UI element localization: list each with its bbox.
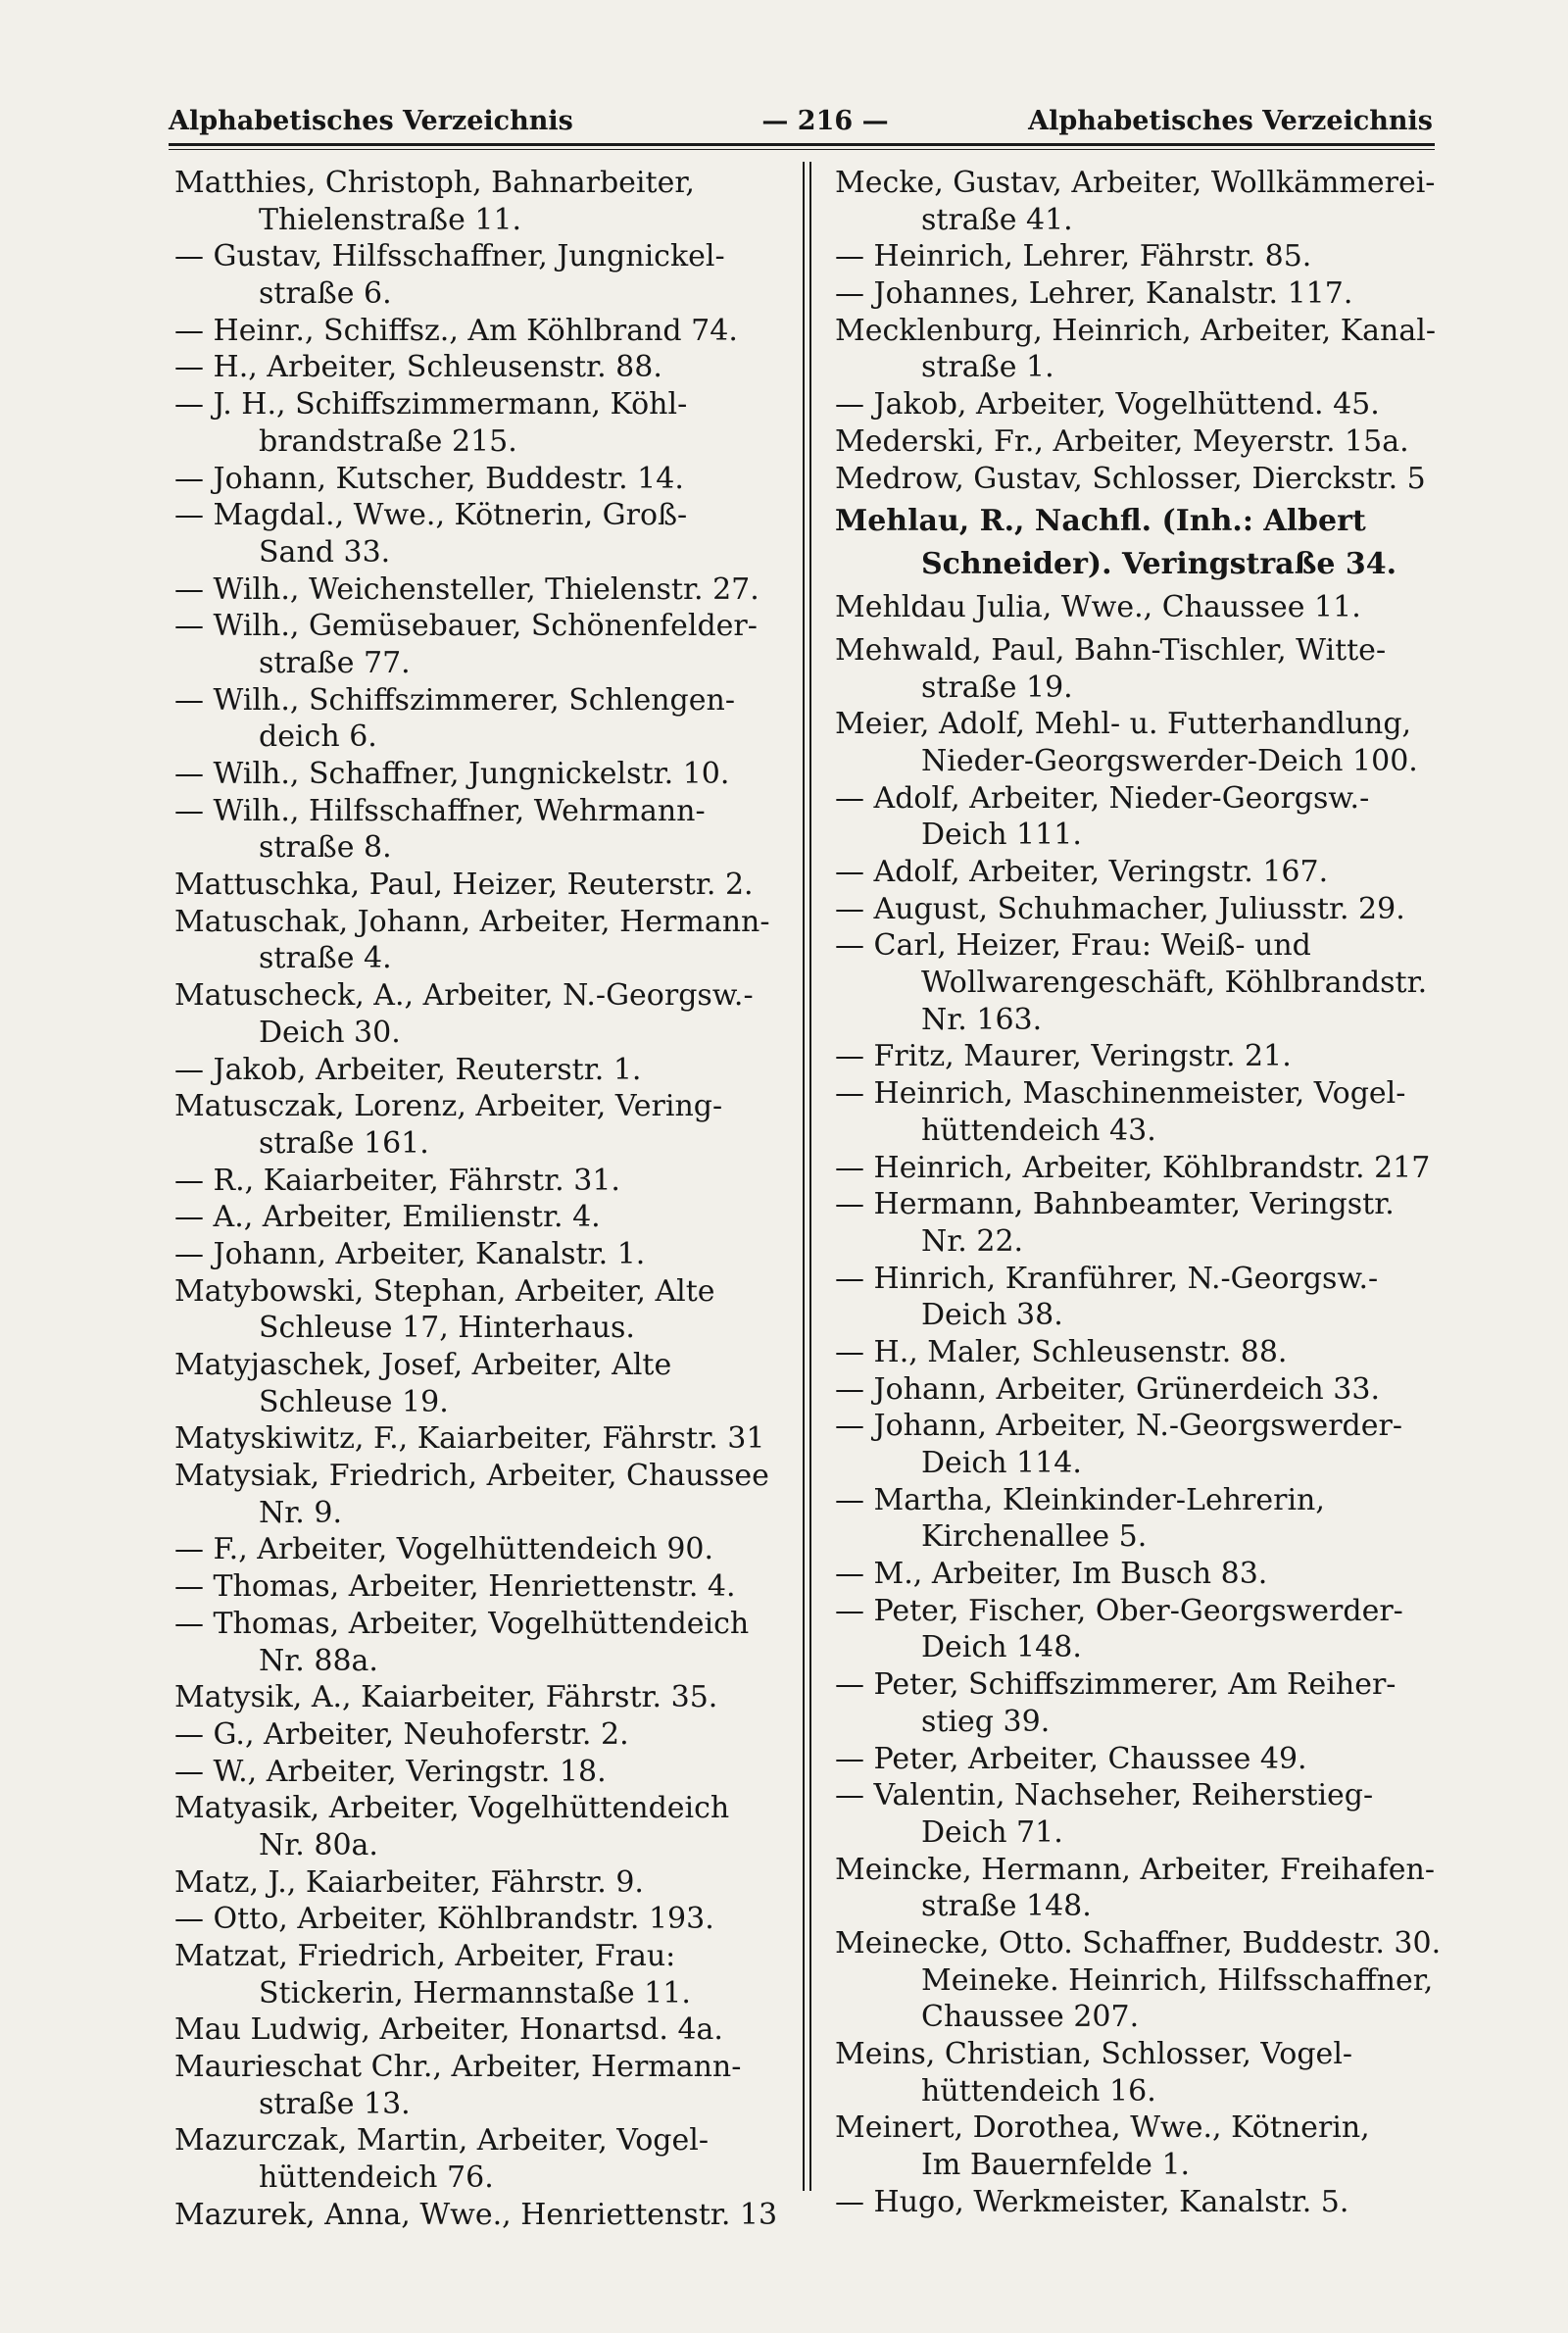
directory-line: Meineke. Heinrich, Hilfsschaffner, xyxy=(921,1962,1434,1998)
directory-line: Mazurek, Anna, Wwe., Henriettenstr. 13 xyxy=(174,2197,778,2232)
directory-line: — Adolf, Arbeiter, Nieder-Georgsw.- xyxy=(835,780,1370,816)
directory-line: hüttendeich 16. xyxy=(921,2073,1156,2109)
directory-line: Mehwald, Paul, Bahn-Tischler, Witte- xyxy=(835,632,1387,668)
directory-line: Matusczak, Lorenz, Arbeiter, Vering- xyxy=(174,1089,723,1124)
directory-line: — H., Arbeiter, Schleusenstr. 88. xyxy=(174,350,662,385)
header-rule-thin xyxy=(169,149,1435,150)
directory-line: — Johannes, Lehrer, Kanalstr. 117. xyxy=(835,276,1353,312)
directory-line: Mecklenburg, Heinrich, Arbeiter, Kanal- xyxy=(835,313,1436,348)
directory-line: — H., Maler, Schleusenstr. 88. xyxy=(835,1334,1288,1369)
directory-line: Mau Ludwig, Arbeiter, Honartsd. 4a. xyxy=(174,2012,723,2048)
directory-line: — J. H., Schiffszimmermann, Köhl- xyxy=(174,387,688,422)
directory-line: Nr. 163. xyxy=(921,1002,1043,1037)
directory-line: straße 41. xyxy=(921,202,1073,237)
directory-line: straße 77. xyxy=(259,645,411,680)
directory-line: straße 6. xyxy=(259,276,392,312)
directory-line: Schleuse 19. xyxy=(259,1384,449,1419)
directory-line: Matybowski, Stephan, Arbeiter, Alte xyxy=(174,1273,715,1309)
directory-line: Nr. 9. xyxy=(259,1495,342,1530)
directory-line: straße 4. xyxy=(259,941,392,976)
directory-line: Thielenstraße 11. xyxy=(259,202,522,237)
directory-line: — F., Arbeiter, Vogelhüttendeich 90. xyxy=(174,1532,714,1567)
directory-line: Matysiak, Friedrich, Arbeiter, Chaussee xyxy=(174,1459,769,1494)
directory-line: straße 148. xyxy=(921,1889,1092,1924)
directory-line: stieg 39. xyxy=(921,1704,1051,1739)
directory-line: — Martha, Kleinkinder-Lehrerin, xyxy=(835,1482,1325,1517)
header-rule-thick xyxy=(169,143,1435,146)
directory-line: Maurieschat Chr., Arbeiter, Hermann- xyxy=(174,2050,742,2085)
directory-line: Deich 111. xyxy=(921,818,1082,853)
directory-line: — Gustav, Hilfsschaffner, Jungnickel- xyxy=(174,239,725,274)
directory-line: Matz, J., Kaiarbeiter, Fährstr. 9. xyxy=(174,1864,644,1900)
directory-line: Nr. 22. xyxy=(921,1223,1024,1259)
directory-line: Im Bauernfelde 1. xyxy=(921,2148,1191,2183)
directory-line: Medrow, Gustav, Schlosser, Dierckstr. 5 xyxy=(835,461,1426,496)
directory-line: — Thomas, Arbeiter, Vogelhüttendeich xyxy=(174,1606,750,1641)
directory-line: Deich 148. xyxy=(921,1630,1082,1665)
directory-line: — Wilh., Hilfsschaffner, Wehrmann- xyxy=(174,793,706,828)
directory-line: Schleuse 17, Hinterhaus. xyxy=(259,1311,635,1346)
directory-line: — Thomas, Arbeiter, Henriettenstr. 4. xyxy=(174,1569,736,1605)
directory-line: — Heinrich, Arbeiter, Köhlbrandstr. 217 xyxy=(835,1150,1431,1185)
directory-line: — Fritz, Maurer, Veringstr. 21. xyxy=(835,1039,1292,1074)
directory-line: Chaussee 207. xyxy=(921,2000,1140,2035)
directory-line: Matzat, Friedrich, Arbeiter, Frau: xyxy=(174,1939,676,1973)
directory-line: — Otto, Arbeiter, Köhlbrandstr. 193. xyxy=(174,1902,714,1937)
directory-line: — Valentin, Nachseher, Reiherstieg- xyxy=(835,1778,1374,1813)
directory-line: Schneider). Veringstraße 34. xyxy=(921,547,1397,582)
directory-line: — Heinrich, Lehrer, Fährstr. 85. xyxy=(835,239,1312,274)
directory-line: Meincke, Hermann, Arbeiter, Freihafen- xyxy=(835,1852,1436,1887)
directory-line: — Wilh., Schaffner, Jungnickelstr. 10. xyxy=(174,757,730,791)
directory-line: — M., Arbeiter, Im Busch 83. xyxy=(835,1557,1268,1592)
directory-line: Deich 30. xyxy=(259,1015,401,1050)
directory-line: Nieder-Georgswerder-Deich 100. xyxy=(921,743,1418,778)
directory-line: Meinecke, Otto. Schaffner, Buddestr. 30. xyxy=(835,1925,1442,1961)
directory-line: Deich 71. xyxy=(921,1814,1063,1850)
directory-line: — Magdal., Wwe., Kötnerin, Groß- xyxy=(174,498,688,533)
directory-line: — Hinrich, Kranführer, N.-Georgsw.- xyxy=(835,1261,1379,1296)
directory-line: straße 13. xyxy=(259,2086,411,2121)
directory-line: brandstraße 215. xyxy=(259,423,517,459)
directory-line: Matyjaschek, Josef, Arbeiter, Alte xyxy=(174,1348,672,1382)
directory-line: Matuschak, Johann, Arbeiter, Hermann- xyxy=(174,904,770,939)
directory-line: — Peter, Schiffszimmerer, Am Reiher- xyxy=(835,1667,1396,1703)
left-column xyxy=(174,165,792,2234)
directory-line: — Johann, Arbeiter, N.-Georgswerder- xyxy=(835,1409,1402,1444)
directory-line: — Jakob, Arbeiter, Reuterstr. 1. xyxy=(174,1052,642,1087)
directory-line: Matuscheck, A., Arbeiter, N.-Georgsw.- xyxy=(174,978,754,1014)
directory-line: Kirchenallee 5. xyxy=(921,1519,1148,1555)
directory-line: Mazurczak, Martin, Arbeiter, Vogel- xyxy=(174,2123,709,2159)
directory-line: straße 19. xyxy=(921,670,1073,705)
directory-line: Deich 114. xyxy=(921,1446,1082,1480)
directory-line: Wollwarengeschäft, Köhlbrandstr. xyxy=(921,966,1428,1001)
right-column xyxy=(835,165,1447,2220)
directory-line: — Adolf, Arbeiter, Veringstr. 167. xyxy=(835,855,1329,889)
directory-line: — Peter, Arbeiter, Chaussee 49. xyxy=(835,1741,1307,1776)
directory-line: Matthies, Christoph, Bahnarbeiter, xyxy=(174,166,695,200)
directory-line: Mattuschka, Paul, Heizer, Reuterstr. 2. xyxy=(174,868,754,903)
directory-line: Sand 33. xyxy=(259,534,391,570)
directory-line: — Wilh., Weichensteller, Thielenstr. 27. xyxy=(174,571,760,607)
directory-line: — W., Arbeiter, Veringstr. 18. xyxy=(174,1754,607,1789)
directory-line: Nr. 88a. xyxy=(259,1643,378,1678)
directory-line: Meier, Adolf, Mehl- u. Futterhandlung, xyxy=(835,707,1412,742)
directory-line: hüttendeich 43. xyxy=(921,1113,1156,1148)
directory-line: Matysik, A., Kaiarbeiter, Fährstr. 35. xyxy=(174,1680,718,1715)
directory-line: — Wilh., Gemüsebauer, Schönenfelder- xyxy=(174,609,758,644)
directory-line: Nr. 80a. xyxy=(259,1827,378,1862)
directory-line: Matyskiwitz, F., Kaiarbeiter, Fährstr. 31 xyxy=(174,1421,765,1457)
directory-line: — Jakob, Arbeiter, Vogelhüttend. 45. xyxy=(835,387,1380,422)
directory-line: — August, Schuhmacher, Juliusstr. 29. xyxy=(835,891,1405,926)
directory-line: — R., Kaiarbeiter, Fährstr. 31. xyxy=(174,1163,620,1198)
directory-line: Mehlau, R., Nachfl. (Inh.: Albert xyxy=(835,504,1366,539)
page-header xyxy=(169,106,1433,145)
directory-line: Deich 38. xyxy=(921,1298,1063,1333)
directory-line: straße 161. xyxy=(259,1125,429,1161)
directory-line: — Peter, Fischer, Ober-Georgswerder- xyxy=(835,1593,1403,1628)
directory-line: Meins, Christian, Schlosser, Vogel- xyxy=(835,2037,1353,2071)
header-right-title: Alphabetisches Verzeichnis xyxy=(1028,106,1433,136)
directory-line: — A., Arbeiter, Emilienstr. 4. xyxy=(174,1200,601,1235)
page-number: — 216 — xyxy=(761,106,889,136)
directory-line: Mederski, Fr., Arbeiter, Meyerstr. 15a. xyxy=(835,423,1409,459)
directory-line: Stickerin, Hermannstaße 11. xyxy=(259,1975,691,2010)
directory-line: — Johann, Arbeiter, Grünerdeich 33. xyxy=(835,1371,1380,1407)
column-divider-line xyxy=(803,162,805,2191)
directory-line: hüttendeich 76. xyxy=(259,2160,494,2196)
directory-line: — Johann, Arbeiter, Kanalstr. 1. xyxy=(174,1236,646,1271)
directory-line: — Hugo, Werkmeister, Kanalstr. 5. xyxy=(835,2184,1349,2219)
directory-line: Meinert, Dorothea, Wwe., Kötnerin, xyxy=(835,2110,1370,2146)
directory-line: straße 1. xyxy=(921,350,1054,385)
directory-line: — Hermann, Bahnbeamter, Veringstr. xyxy=(835,1187,1395,1222)
directory-line: — Wilh., Schiffszimmerer, Schlengen- xyxy=(174,682,735,718)
directory-line: Matyasik, Arbeiter, Vogelhüttendeich xyxy=(174,1791,730,1826)
directory-line: deich 6. xyxy=(259,720,377,755)
directory-line: straße 8. xyxy=(259,830,392,866)
directory-line: — Carl, Heizer, Frau: Weiß- und xyxy=(835,928,1311,964)
directory-line: Mecke, Gustav, Arbeiter, Wollkämmerei- xyxy=(835,166,1436,200)
directory-line: — Heinr., Schiffsz., Am Köhlbrand 74. xyxy=(174,313,738,348)
directory-line: — Heinrich, Maschinenmeister, Vogel- xyxy=(835,1076,1406,1112)
column-divider-line xyxy=(809,162,811,2191)
directory-line: — G., Arbeiter, Neuhoferstr. 2. xyxy=(174,1716,629,1752)
directory-line: — Johann, Kutscher, Buddestr. 14. xyxy=(174,461,684,496)
header-left-title: Alphabetisches Verzeichnis xyxy=(169,106,573,136)
directory-line: Mehldau Julia, Wwe., Chaussee 11. xyxy=(835,589,1361,624)
